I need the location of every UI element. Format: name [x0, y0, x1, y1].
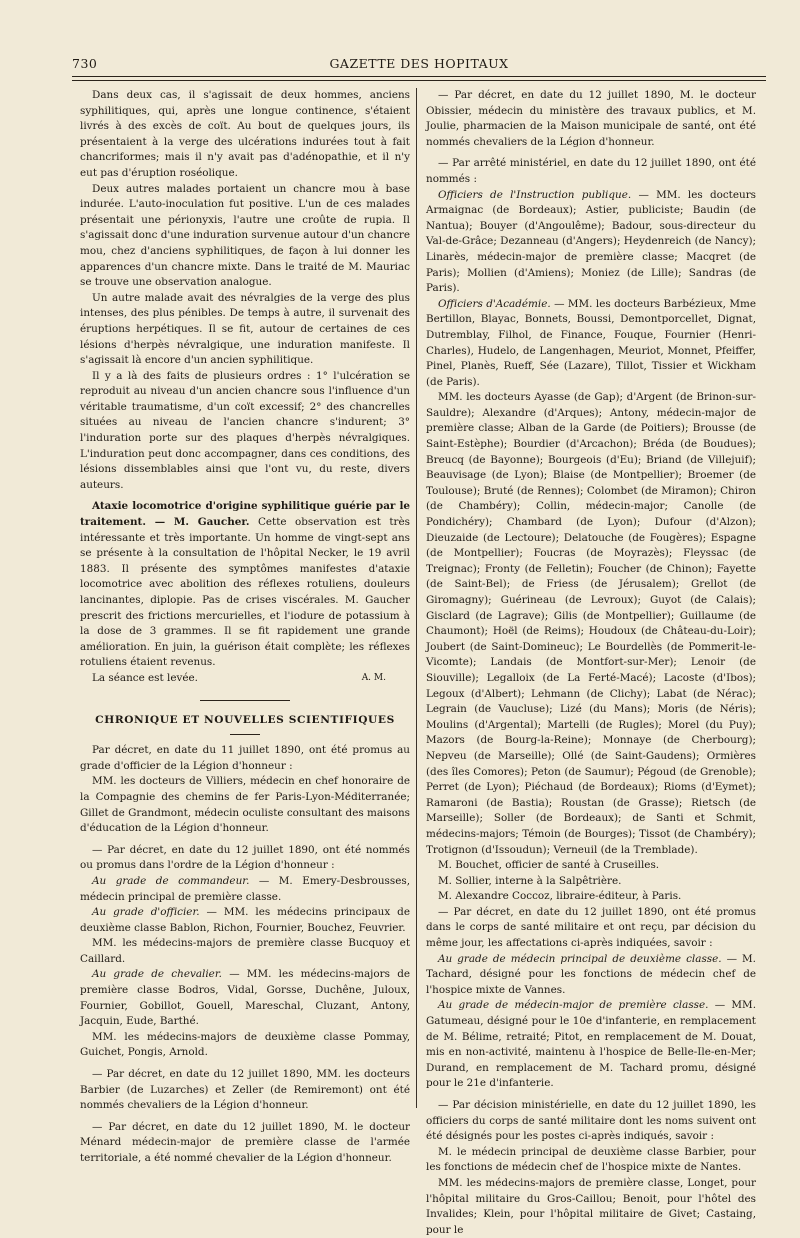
paragraph: Par décret, en date du 11 juillet 1890, ont été promus au grade d'officier de la Légion d'honneur :	[80, 744, 410, 772]
paragraph: MM. les médecins-majors de première classe, Longet, pour l'hôpital militaire du Gros-Caillou; Benoit, pour l'hôtel des Invalides; Klein, pour l'hôpital militaire de Givet; Castaing, pour le	[426, 1176, 756, 1236]
ataxie-text: Cette observation est très intéressante et très importante. Un homme de vingt-sept ans se présente à la consultation de l'hôpital Necker, le 19 avril 1883. Il présente des symptômes manifestes d'ataxie locomotrice avec abolition des réflexes rotuliens, douleurs lancinantes, diplopie. Pas de crises viscérales. M. Gaucher prescrit des frictions mercurielles, et l'iodure de potassium à la dose de 3 grammes. Il se fit rapidement une grande amélioration. En juin, la guérison était complète; les réflexes rotuliens étaient revenus.	[80, 516, 410, 669]
paragraph: — Par décret, en date du 12 juillet 1890, MM. les docteurs Barbier (de Luzarches) et Zeller (de Remiremont) ont été nommés chevaliers de la Légion d'honneur.	[80, 1068, 410, 1112]
grade-officier	[80, 905, 410, 936]
chronique-title: CHRONIQUE ET NOUVELLES SCIENTIFIQUES	[95, 713, 395, 726]
paragraph: Il y a là des faits de plusieurs ordres : 1° l'ulcération se reproduit au niveau d'un ancien chancre sous l'influence d'un véritable traumatisme, d'un coït excessif; 2° des chancrelles situées au niveau de l'ancien chancre s'indurent; 3° l'induration porte sur des plaques d'herpès névralgiques. L'induration peut donc accompagner, dans ces conditions, des lésions dissemblables ainsi que l'ont vu, du reste, divers auteurs.	[80, 369, 410, 491]
paragraph: MM. les médecins-majors de deuxième classe Pommay, Guichet, Pongis, Arnold.	[80, 1030, 410, 1059]
paragraph: — Par décret, en date du 12 juillet 1890, ont été promus dans le corps de santé militaire et ont reçu, par décision du même jour, les affectations ci-après indiquées, savoir :	[426, 905, 756, 950]
paragraph: MM. les docteurs de Villiers, médecin en chef honoraire de la Compagnie des chemins de fer Paris-Lyon-Méditerranée; Gillet de Grandmont, médecin oculiste consultant des maisons d'éducation de la Légion d'honneur.	[80, 775, 410, 835]
grade-text: — M. Tachard, désigné pour les fonctions de médecin chef de l'hospice mixte de Vannes.	[426, 952, 756, 996]
paragraph: MM. les docteurs Ayasse (de Gap); d'Argent (de Brinon-sur-Sauldre); Alexandre (d'Arques); Antony, médecin-major de première classe; Alban de la Garde (de Poitiers); Brousse (de Saint-Estèphe); Bourdier (d'Arcachon); Bréda (de Boudues); Breucq (de Bayonne); Bourgeois (d'Eu); Briand (de Villejuif); Beauvisage (de Lyon); Blaise (de Montpellier); Broemer (de Toulouse); Bruté (de Rennes); Colombet (de Miramon); Chiron (de Chambéry); Collin, médecin-major; Canolle (de Pondichéry); Chambard (de Lyon); Dufour (d'Alzon); Dieuzaide (de Lectoure); Delatouche (de Fougères); Espagne (de Montpellier); Foucras (de Moyrazès); Fleyssac (de Treignac); Fronty (de Felletin); Foucher (de Chinon); Fayette (de Saint-Bel); de Friess (de Jérusalem); Grellot (de Giromagny); Guérineau (de Levroux); Guyot (de Calais); Gisclard (de Lagrave); Gilis (de Montpellier); Guillaume (de Chaumont); Hoël (de Reims); Houdoux (de Château-du-Loir); Joubert (de Saint-Domineuc); Le Bourdellès (de Pommerit-le-Vicomte); Landais (de Montfort-sur-Mer); Lenoir (de Siouville); Legalloix (de La Ferté-Macé); Lacoste (d'Ibos); Legoux (d'Albert); Lehmann (de Clichy); Labat (de Nérac); Legrain (de Vaucluse); Lizé (du Mans); Moris (de Néris); Moulins (d'Argental); Martelli (de Rugles); Morel (du Puy); Mazors (de Bourg-la-Reine); Monnaye (de Cherbourg); Nepveu (de Marseille); Ollé (de Saint-Gaudens); Ormières (des îles Comores); Peton (de Saumur); Pégoud (de Grenoble); Perret (de Lyon); Piéchaud (de Bordeaux); Rioms (d'Eymet); Ramaroni (de Bastia); Roustan (de Grasse); Rietsch (de Marseille); Soller (de Bordeaux); de Santi et Schmit, médecins-majors; Témoin (de Bourges); Tissot (de Chambéry); Trotignon (d'Issoudun); Verneuil (de la Tremblade).	[426, 391, 756, 856]
grade-text: — M. Emery-Desbrousses, médecin principal de première classe.	[80, 874, 410, 903]
paragraph: — Par décret, en date du 12 juillet 1890, ont été nommés ou promus dans l'ordre de la Légion d'honneur :	[80, 843, 410, 872]
page-number: 730	[72, 56, 98, 71]
paragraph: M. Sollier, interne à la Salpêtrière.	[438, 874, 622, 887]
grade-label: Au grade de médecin-major de première classe.	[438, 999, 709, 1012]
grade-label: Au grade de commandeur.	[92, 874, 250, 887]
paragraph: — Par décision ministérielle, en date du 12 juillet 1890, les officiers du corps de santé militaire dont les noms suivent ont été désignés pour les postes ci-après indiqués, savoir :	[426, 1099, 756, 1143]
column-divider	[416, 88, 417, 1108]
paragraph: — Par décret, en date du 12 juillet 1890, M. le docteur Ménard médecin-major de première classe de l'armée territoriale, a été nommé chevalier de la Légion d'honneur.	[80, 1120, 410, 1164]
grade-chevalier	[80, 967, 410, 1029]
grade-label: Au grade d'officier.	[92, 906, 200, 919]
grade-commandeur	[80, 874, 410, 905]
honor-label: Officiers d'Académie.	[438, 297, 551, 310]
ataxie-paragraph	[80, 499, 410, 671]
paragraph: Dans deux cas, il s'agissait de deux hommes, anciens syphilitiques, qui, après une longue continence, s'étaient livrés à des excès de coït. Au bout de quelques jours, ils présentaient à la verge des ulcérations indurées tout à fait chancriformes; mais il n'y avait pas d'adénopathie, et il n'y eut pas d'éruption roséolique.	[80, 89, 410, 179]
journal-title: GAZETTE DES HOPITAUX	[329, 56, 509, 71]
page-header	[72, 56, 766, 74]
paragraph: M. le médecin principal de deuxième classe Barbier, pour les fonctions de médecin chef de l'hospice mixte de Nantes.	[426, 1145, 756, 1174]
honor-text: — MM. les docteurs Armaignac (de Bordeaux); Astier, publiciste; Baudin (de Nantua); Bouyer (d'Angoulême); Badour, sous-directeur du Val-de-Grâce; Dezanneau (d'Angers); Heydenreich (de Nancy); Linarès, médecin-major de première classe; Macqret (de Paris); Mollien (d'Amiens); Moniez (de Lille); Sandras (de Paris).	[426, 188, 756, 295]
instruction-publique	[426, 188, 756, 297]
ataxie-heading: Ataxie locomotrice d'origine syphilitique guérie par le traitement. — M. Gaucher.	[80, 500, 410, 529]
grade-text: — MM. les médecins principaux de deuxième classe Bablon, Richon, Fournier, Bouchez, Feuvrier.	[80, 906, 410, 934]
paragraph: M. Bouchet, officier de santé à Cruseilles.	[438, 859, 660, 872]
officiers-academie	[426, 297, 756, 391]
signature: A. M.	[361, 672, 386, 683]
closing-line	[80, 671, 410, 687]
header-rule-thin	[72, 80, 766, 81]
section-separator	[80, 695, 410, 705]
grade-major	[426, 998, 756, 1092]
paragraph: Un autre malade avait des névralgies de la verge des plus intenses, des plus pénibles. De temps à autre, il survenait des éruptions herpétiques. Il se fit, autour de certaines de ces lésions d'herpès névralgique, une induration manifeste. Il s'agissait là encore d'un ancien syphilitique.	[80, 291, 410, 367]
title-underline	[230, 734, 260, 735]
grade-text: — MM. Gatumeau, désigné pour le 10e d'infanterie, en remplacement de M. Bélime, retraité; Pitot, en remplacement de M. Douat, mis en non-activité, maintenu à l'hospice de Belle-Ile-en-Mer; Durand, en remplacement de M. Tachard promu, désigné pour le 21e d'infanterie.	[426, 999, 756, 1090]
paragraph: MM. les médecins-majors de première classe Bucquoy et Caillard.	[80, 937, 410, 965]
honor-label: Officiers de l'Instruction publique.	[438, 188, 632, 201]
right-column	[426, 88, 756, 1238]
honor-text: — MM. les docteurs Barbézieux, Mme Bertillon, Blayac, Bonnets, Boussi, Demontporcellet, Dignat, Dutremblay, Filhol, de Finance, Fouque, Fournier (Henri-Charles), Hudelo, de Langenhagen, Meuriot, Monnet, Pfeiffer, Pinel, Planès, Rueff, Sée (Lazare), Tillot, Tissier et Wickham (de Paris).	[426, 297, 757, 388]
paragraph: M. Alexandre Coccoz, libraire-éditeur, à Paris.	[438, 890, 682, 903]
paragraph: — Par décret, en date du 12 juillet 1890, M. le docteur Obissier, médecin du ministère des travaux publics, et M. Joulie, pharmacien de la Maison municipale de santé, ont été nommés chevaliers de la Légion d'honneur.	[426, 89, 756, 148]
grade-text: — MM. les médecins-majors de première classe Bodros, Vidal, Gorsse, Duchêne, Juloux, Fournier, Gobillot, Gouell, Mareschal, Cluzant, Antony, Jacquin, Eude, Barthé.	[80, 968, 410, 1028]
left-column	[80, 88, 410, 1167]
closing-text: La séance est levée.	[92, 671, 198, 684]
grade-label: Au grade de médecin principal de deuxième classe.	[438, 952, 722, 965]
grade-principal	[426, 952, 756, 999]
grade-label: Au grade de chevalier.	[92, 968, 222, 981]
header-rule-thick	[72, 76, 766, 77]
paragraph: Deux autres malades portaient un chancre mou à base indurée. L'auto-inoculation fut positive. L'un de ces malades présentait une périonyxis, l'autre une croûte de rupia. Il s'agissait donc d'une induration survenue autour d'un chancre mou, chez d'anciens syphilitiques, de façon à lui donner les apparences d'un chancre mixte. Dans le traité de M. Mauriac se trouve une observation analogue.	[80, 182, 411, 289]
paragraph: — Par arrêté ministériel, en date du 12 juillet 1890, ont été nommés :	[426, 157, 756, 185]
